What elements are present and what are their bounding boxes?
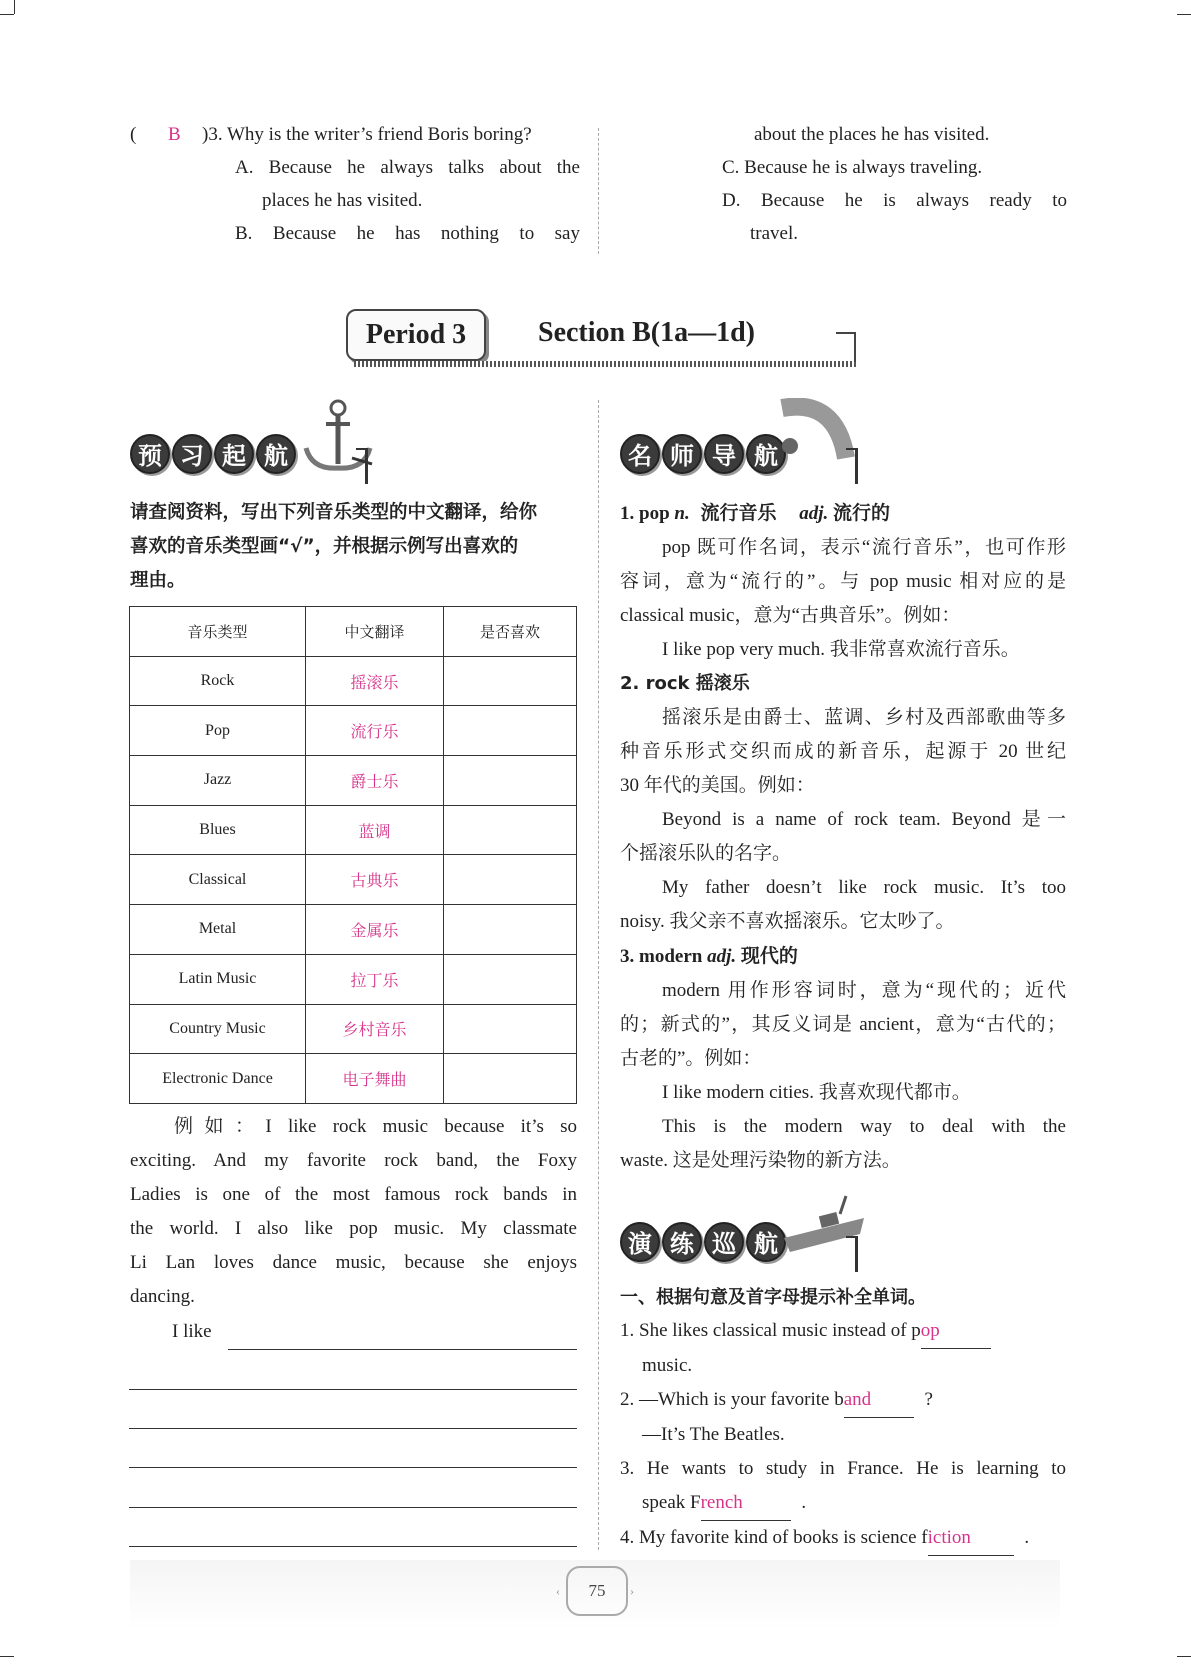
badge-char: 航 [256,434,296,474]
item-word: 3. modern [620,946,703,967]
question-3 [130,124,580,256]
col-header-like: 是否喜欢 [444,607,577,657]
period-title: Period 3 [346,309,486,361]
note-line: Beyond is a name of rock team. Beyond 是一 [662,809,1066,830]
exercise-text: speak F [642,1492,701,1513]
table-row [130,1054,577,1104]
option-a-line1: A. Because he always talks about the [235,157,580,178]
like-cell[interactable] [444,706,577,756]
question-3-right [722,124,1067,256]
item3-heading [620,939,1066,974]
instruction-line: 理由。 [130,570,186,591]
badge-practice-slash [846,1236,858,1272]
exercise-4 [620,1521,1066,1556]
instruction-line: 请查阅资料，写出下列音乐类型的中文翻译，给你 [130,502,538,523]
exercise-2 [620,1383,1066,1418]
note-line: pop 既可作名词，表示“流行音乐”，也可作形 [662,537,1066,558]
exercise-text: music. [642,1355,693,1376]
badge-teacher-slash [846,448,858,484]
like-cell[interactable] [444,905,577,955]
note-line: 30 年代的美国。例如： [620,775,815,796]
example-line: Li Lan loves dance music, because she enjoys [130,1252,577,1273]
music-type: Metal [130,905,306,955]
exercise-1 [620,1314,1066,1349]
i-like-blank[interactable] [228,1349,577,1350]
music-cn: 拉丁乐 [306,954,444,1004]
rudder-icon [776,398,856,478]
badge-char: 巡 [704,1222,744,1262]
note-line: 摇滚乐是由爵士、蓝调、乡村及西部歌曲等多 [662,707,1066,728]
badge-char: 航 [746,434,786,474]
answer-blank[interactable]: rench [701,1486,791,1521]
answer-paren: ( [130,124,137,145]
option-d-line1: D. Because he is always ready to [722,190,1067,211]
i-like-label: I like [172,1321,212,1342]
exercises [620,1314,1066,1556]
writing-line[interactable] [129,1428,577,1429]
badge-char: 名 [620,434,660,474]
vocabulary-notes [620,496,1066,1178]
example-line: Ladies is one of the most famous rock bands in [130,1184,577,1205]
item-word: 1. pop [620,503,670,524]
badge-char: 习 [172,434,212,474]
music-cn: 流行乐 [306,706,444,756]
like-cell[interactable] [444,1054,577,1104]
answer-blank[interactable]: iction [928,1521,1014,1556]
table-row [130,855,577,905]
answer-blank[interactable]: op [921,1314,991,1349]
music-cn: 蓝调 [306,805,444,855]
like-cell[interactable] [444,805,577,855]
note-line: 个摇滚乐队的名字。 [620,843,792,864]
example-line: 例如：I like rock music because it’s so [174,1116,577,1137]
table-row [130,706,577,756]
music-table [129,606,577,1104]
music-cn: 乡村音乐 [306,1004,444,1054]
music-type: Latin Music [130,954,306,1004]
exercise-text: 1. She likes classical music instead of p [620,1320,921,1341]
option-d-line2: travel. [750,223,799,244]
part-of-speech: adj. [707,946,737,967]
exercise-text: —It’s The Beatles. [642,1424,785,1445]
page-number: 75 [566,1566,628,1616]
anchor-icon [292,398,382,478]
header-rule [354,361,856,367]
music-type: Blues [130,805,306,855]
answer-blank[interactable]: and [844,1383,914,1418]
writing-line[interactable] [129,1467,577,1468]
column-divider-top [598,128,599,254]
crop-mark-left [14,0,15,14]
meaning: 现代的 [740,945,798,967]
badge-char: 预 [130,434,170,474]
note-line: I like pop very much. 我非常喜欢流行音乐。 [662,639,1020,660]
badge-char: 练 [662,1222,702,1262]
exercise-3-line2 [620,1486,1066,1521]
example-line: exciting. And my favorite rock band, the Foxy [130,1150,577,1171]
badge-teacher-guide [620,434,786,478]
writing-line[interactable] [129,1389,577,1390]
option-b-line1: B. Because he has nothing to say [235,223,580,244]
exercise-3: 3. He wants to study in France. He is learning to [620,1458,1066,1479]
page-prev-icon: ‹ [556,1584,560,1598]
answer-letter: B [168,124,181,145]
music-type: Classical [130,855,306,905]
note-line: This is the modern way to deal with the [662,1116,1066,1137]
crop-mark-bottom-left [0,1656,14,1657]
note-line: 古老的”。例如： [620,1048,762,1069]
like-cell[interactable] [444,656,577,706]
table-row [130,805,577,855]
badge-char: 演 [620,1222,660,1262]
like-cell[interactable] [444,1004,577,1054]
exercise-text: 4. My favorite kind of books is science f [620,1527,928,1548]
note-line: classical music，意为“古典音乐”。例如： [620,605,961,626]
instruction [130,496,580,598]
note-line: noisy. 我父亲不喜欢摇滚乐。它太吵了。 [620,911,955,932]
page-next-icon: › [630,1584,634,1598]
badge-preview-slash [356,448,368,484]
option-b-line2: about the places he has visited. [754,124,990,145]
crop-mark-bottom-right [1177,1656,1191,1657]
writing-line[interactable] [129,1546,577,1547]
badge-char: 师 [662,434,702,474]
exercise-punct: . [1024,1527,1030,1548]
item1-heading [620,496,1066,531]
option-a-line2: places he has visited. [262,190,423,211]
music-type: Pop [130,706,306,756]
meaning: 流行音乐 [700,502,777,524]
example-paragraph [130,1110,577,1314]
table-row [130,656,577,706]
col-header-type: 音乐类型 [130,607,306,657]
example-line: the world. I also like pop music. My classmate [130,1218,577,1239]
table-header-row [130,607,577,657]
note-line: 种音乐形式交织而成的新音乐，起源于 20 世纪 [620,741,1066,762]
crop-mark-top-left [0,14,14,15]
note-line: 容词，意为“流行的”。与 pop music 相对应的是 [620,571,1066,592]
music-cn: 金属乐 [306,905,444,955]
music-cn: 摇滚乐 [306,656,444,706]
like-cell[interactable] [444,954,577,1004]
table-row [130,756,577,806]
badge-practice [620,1222,786,1266]
item2-heading: 2. rock 摇滚乐 [620,673,750,694]
col-header-cn: 中文翻译 [306,607,444,657]
example-line: dancing. [130,1286,195,1307]
part-of-speech: n. [674,503,690,524]
music-cn: 电子舞曲 [306,1054,444,1104]
meaning: 流行的 [833,502,891,524]
exercise-punct: ? [924,1389,933,1410]
note-line: I like modern cities. 我喜欢现代都市。 [662,1082,971,1103]
section-title: Section B(1a—1d) [538,317,755,348]
part-of-speech: adj. [799,503,829,524]
music-type: Rock [130,656,306,706]
table-row [130,905,577,955]
music-cn: 古典乐 [306,855,444,905]
table-row [130,954,577,1004]
music-type: Electronic Dance [130,1054,306,1104]
music-type: Jazz [130,756,306,806]
column-divider [598,400,599,1550]
note-line: My father doesn’t like rock music. It’s too [662,877,1066,898]
instruction-line: 喜欢的音乐类型画“√”，并根据示例写出喜欢的 [130,536,519,557]
music-type: Country Music [130,1004,306,1054]
like-cell[interactable] [444,855,577,905]
table-row [130,1004,577,1054]
note-line: waste. 这是处理污染物的新方法。 [620,1150,901,1171]
option-c: C. Because he is always traveling. [722,157,983,178]
like-cell[interactable] [444,756,577,806]
exercise-punct: . [801,1492,807,1513]
crop-mark-top-right [1177,14,1191,15]
exercise-text: 2. —Which is your favorite b [620,1389,844,1410]
badge-preview [130,434,296,478]
music-cn: 爵士乐 [306,756,444,806]
writing-line[interactable] [129,1507,577,1508]
question-text: )3. Why is the writer’s friend Boris boring? [202,124,532,145]
badge-char: 航 [746,1222,786,1262]
badge-char: 起 [214,434,254,474]
note-line: 的；新式的”，其反义词是 ancient，意为“古代的； [620,1014,1066,1035]
badge-char: 导 [704,434,744,474]
exercise-title: 一、根据句意及首字母提示补全单词。 [620,1287,926,1308]
header-hook [836,332,856,362]
note-line: modern 用作形容词时，意为“现代的；近代 [662,980,1066,1001]
